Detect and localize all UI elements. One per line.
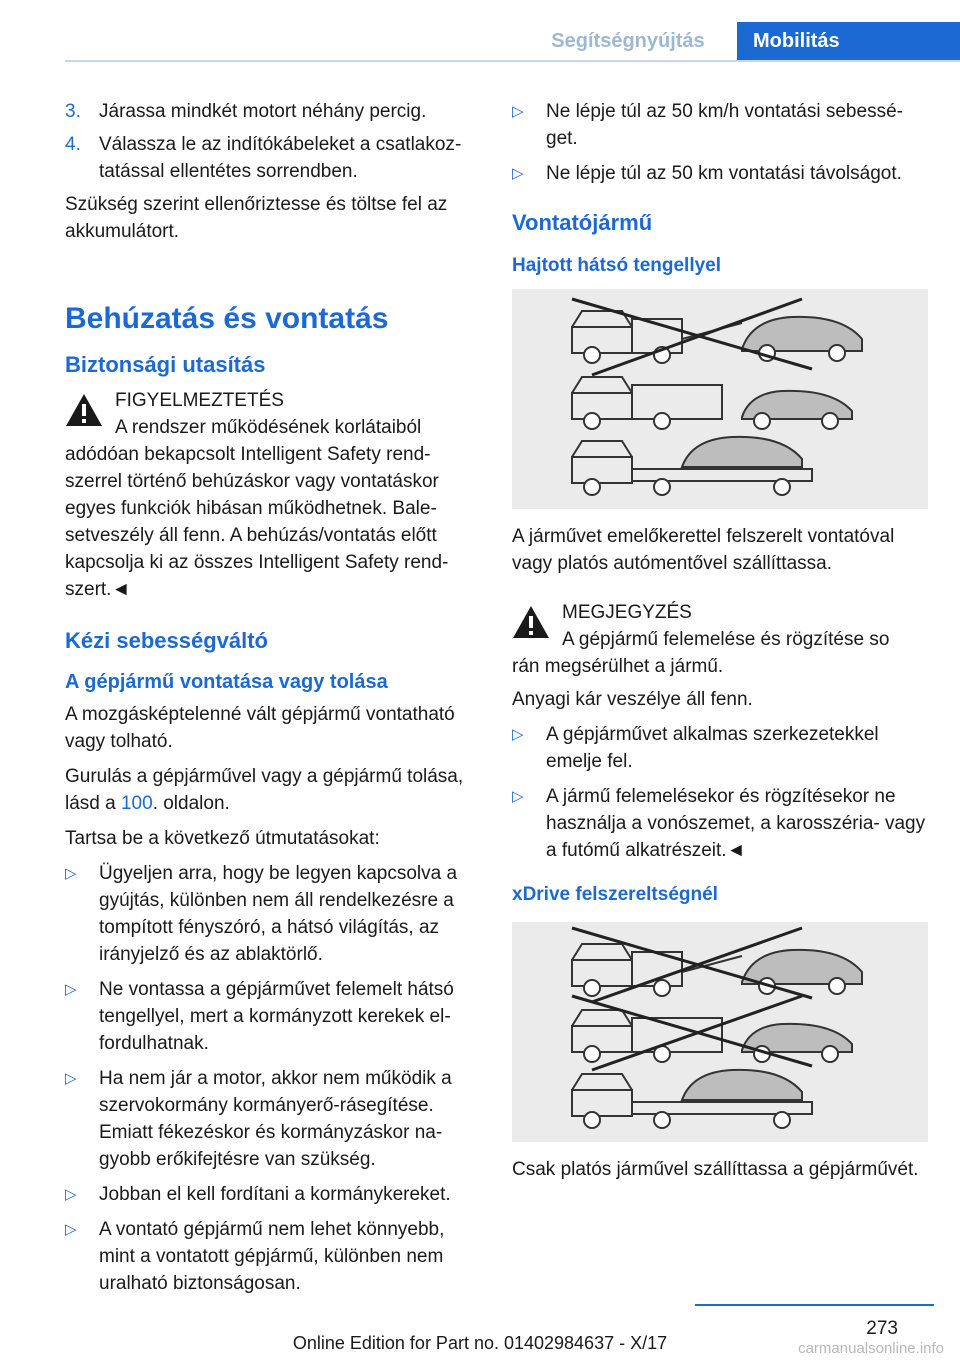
chapter-tab[interactable]: Mobilitás: [737, 22, 960, 60]
triangle-bullet-icon: ▷: [65, 981, 77, 998]
list-text: Jobban el kell fordítani a kormánykereket.: [99, 1184, 451, 1205]
warning-block: [65, 387, 477, 603]
triangle-bullet-icon: ▷: [65, 1186, 77, 1203]
edition-line: Online Edition for Part no. 01402984637 - X/17: [292, 1333, 668, 1353]
watermark: carmanualsonline.info: [798, 1340, 944, 1357]
step-number: 4.: [65, 134, 81, 155]
subsection-title: Vontatójármű: [512, 210, 653, 235]
warning-text: adódóan bekapcsolt Intelligent Safety rendszerrel történő behúzáskor vagy vontatáskor egyes funkciók hibásan működhetnek. Balesetveszély áll fenn. A behúzás/vontatás előtt kapcsolja ki az összes Intelligent Safety rendszert.◄: [65, 444, 449, 600]
list-item: [512, 721, 928, 775]
triangle-bullet-icon: ▷: [65, 865, 77, 882]
step-item: [65, 98, 477, 125]
left-column: [65, 98, 477, 1305]
section-tab[interactable]: Segítségnyújtás: [551, 30, 705, 52]
list-item: [512, 98, 928, 152]
topic-title: xDrive felszereltségnél: [512, 884, 718, 905]
page-link[interactable]: 100: [120, 793, 153, 814]
warning-icon: [65, 393, 103, 427]
note-text-first: A gépjármű felemelése és rögzítése so: [562, 629, 890, 650]
warning-text-first: A rendszer működésének korlátaiból: [115, 417, 422, 438]
list-item: [65, 1065, 477, 1173]
towing-illustration-rear-axle: [512, 289, 928, 509]
paragraph: Szükség szerint ellenőriztesse és töltse fel az akkumulátort.: [65, 194, 448, 242]
triangle-bullet-icon: ▷: [512, 103, 524, 120]
list-text: A gépjárművet alkalmas szerkezetekkel emelje fel.: [546, 724, 879, 772]
paragraph: Anyagi kár veszélye áll fenn.: [512, 689, 753, 710]
figure-caption: A járművet emelőkerettel felszerelt vontatóval vagy platós autómentővel szállíttassa.: [512, 526, 895, 574]
triangle-bullet-icon: ▷: [512, 165, 524, 182]
section-title: Behúzatás és vontatás: [65, 302, 389, 335]
triangle-bullet-icon: ▷: [512, 788, 524, 805]
paragraph: [65, 763, 477, 817]
step-text: Járassa mindkét motort néhány percig.: [99, 101, 427, 122]
triangle-bullet-icon: ▷: [65, 1070, 77, 1087]
list-item: [65, 860, 477, 968]
triangle-bullet-icon: ▷: [512, 726, 524, 743]
note-title: MEGJEGYZÉS: [562, 602, 692, 623]
tow-truck-illustration: [512, 289, 928, 509]
list-item: [512, 160, 928, 187]
paragraph: A mozgásképtelenné vált gépjármű vontatható vagy tolható.: [65, 704, 455, 752]
topic-title: A gépjármű vontatása vagy tolása: [65, 671, 388, 693]
list-text: Ne lépje túl az 50 km/h vontatási sebességet.: [546, 101, 903, 149]
step-text: Válassza le az indítókábeleket a csatlakoztatással ellentétes sorrendben.: [99, 134, 462, 182]
list-text: A jármű felemelésekor és rögzítésekor ne használja a vonószemet, a karosszéria- vagy a futómű alkatrészeit.◄: [546, 786, 926, 861]
tow-truck-illustration: [512, 922, 928, 1142]
list-item: [65, 1216, 477, 1297]
paragraph-text: Gurulás a gépjárművel vagy a gépjármű tolása, lásd a: [65, 766, 464, 814]
step-item: [65, 131, 477, 185]
list-text: Ne lépje túl az 50 km vontatási távolságot.: [546, 163, 902, 184]
footer-rule: [695, 1304, 934, 1306]
figure-caption: Csak platós járművel szállíttassa a gépjárművét.: [512, 1159, 919, 1180]
list-text: A vontató gépjármű nem lehet könnyebb, mint a vontatott gépjármű, különben nem uralható biztonságosan.: [99, 1219, 445, 1294]
list-item: [65, 1181, 477, 1208]
warning-title: FIGYELMEZTETÉS: [115, 390, 284, 411]
page-number: 273: [866, 1318, 898, 1339]
page-header: [0, 0, 960, 62]
warning-icon: [512, 605, 550, 639]
triangle-bullet-icon: ▷: [65, 1221, 77, 1238]
paragraph: Tartsa be a következő útmutatásokat:: [65, 828, 380, 849]
list-item: [65, 976, 477, 1057]
list-text: Ügyeljen arra, hogy be legyen kapcsolva a gyújtás, különben nem áll rendelkezésre a tompított fényszóró, a hátsó világítás, az irányjelző és az ablaktörlő.: [99, 863, 458, 965]
note-text: rán megsérülhet a jármű.: [512, 656, 724, 677]
subsection-title: Kézi sebességváltó: [65, 628, 268, 653]
step-number: 3.: [65, 101, 81, 122]
subsection-title: Biztonsági utasítás: [65, 352, 266, 377]
towing-illustration-xdrive: [512, 922, 928, 1142]
right-column: [512, 98, 928, 1191]
note-block: [512, 599, 928, 680]
list-text: Ha nem jár a motor, akkor nem működik a szervokormány kormányerő-rásegítése. Emiatt fékezéskor és kormányzáskor nagyobb erőkifejtésre van szükség.: [99, 1068, 452, 1170]
list-item: [512, 783, 928, 864]
paragraph-text: . oldalon.: [152, 793, 230, 814]
header-rule: [65, 60, 960, 62]
list-text: Ne vontassa a gépjárművet felemelt hátsó tengellyel, mert a kormányzott kerekek elfordulhatnak.: [99, 979, 454, 1054]
topic-title: Hajtott hátsó tengellyel: [512, 255, 722, 276]
